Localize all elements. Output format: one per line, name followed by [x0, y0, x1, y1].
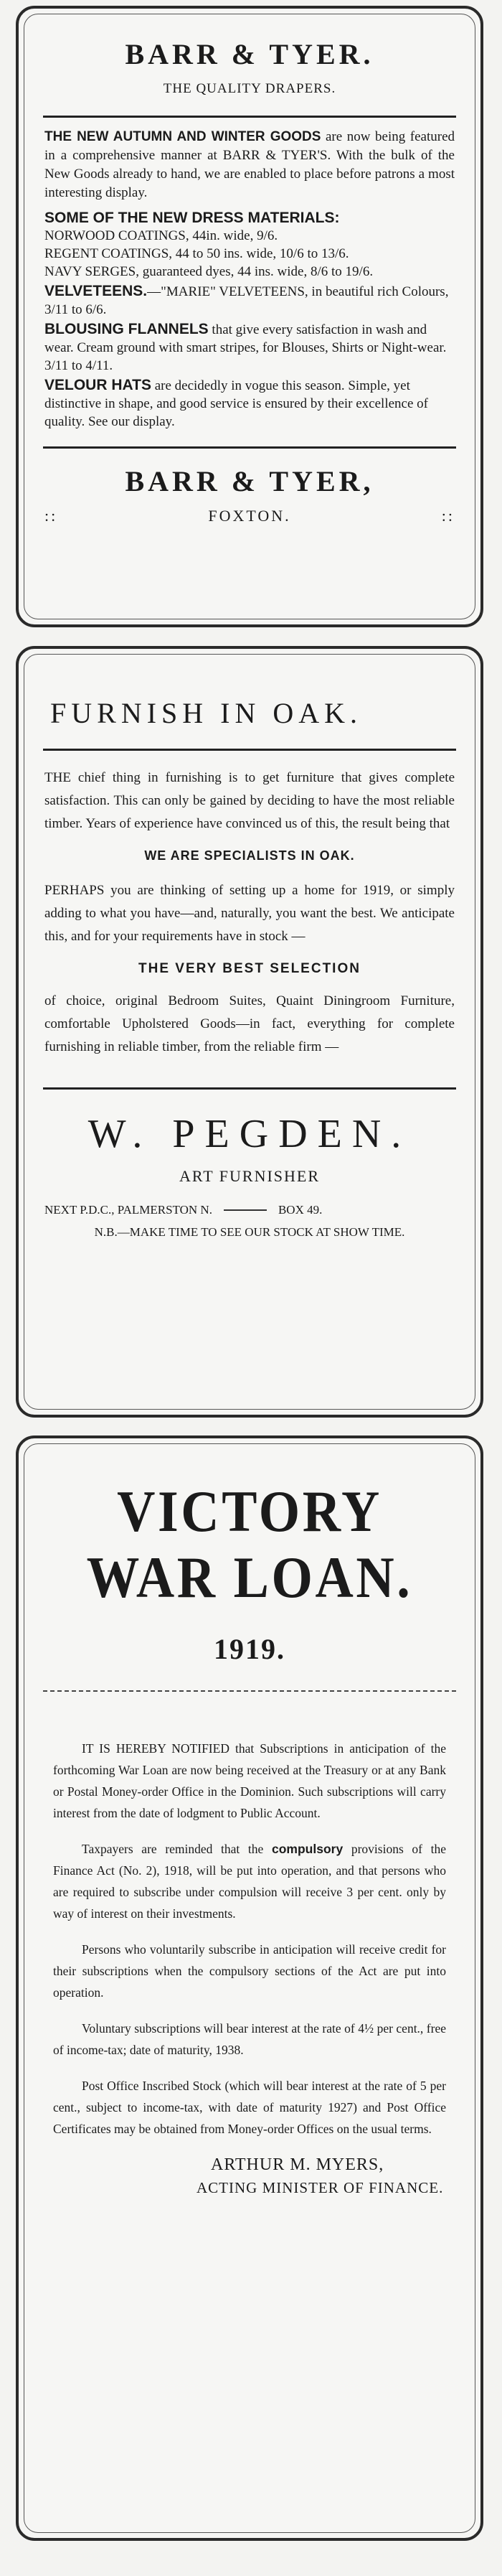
barr-tagline: THE QUALITY DRAPERS. [163, 81, 336, 96]
list-item: NAVY SERGES, guaranteed dyes, 44 ins. wide, 8/6 to 19/6. [44, 264, 374, 279]
barr-tyer-advert [16, 6, 483, 627]
list-item: NORWOOD COATINGS, 44in. wide, 9/6. [44, 228, 278, 243]
loan-para-4: Voluntary subscriptions will bear interest at the rate of 4½ per cent., free of income-tax; date of maturity, 1938. [53, 2021, 446, 2057]
pegden-para-2: PERHAPS you are thinking of setting up a home for 1919, or simply adding to what you have—and, naturally, you want the best. We anticipate this, and for your requirements have in stock — [44, 883, 455, 944]
pegden-note: N.B.—MAKE TIME TO SEE OUR STOCK AT SHOW TIME. [94, 1225, 405, 1239]
list-item: REGENT COATINGS, 44 to 50 ins. wide, 10/6 to 13/6. [44, 246, 349, 261]
loan-year: 1919. [214, 1633, 285, 1665]
pegden-para-1: THE chief thing in furnishing is to get furniture that gives complete satisfaction. This can only be gained by deciding to have the most reliable timber. Years of experience have convinced us of this, the result being that [44, 770, 455, 831]
pegden-address-row [44, 1203, 455, 1217]
pegden-best-selection: THE VERY BEST SELECTION [138, 961, 361, 976]
barr-brand: BARR & TYER. [125, 38, 374, 70]
pegden-box: BOX 49. [278, 1203, 323, 1217]
barr-velour: VELOUR HATS are decidedly in vogue this season. Simple, yet distinctive in shape, and good service is ensured by their excellence of quality. See our display. [44, 377, 428, 429]
loan-para-3: Persons who voluntarily subscribe in anticipation will receive credit for their subscriptions when the compulsory sections of the Act are put into operation. [53, 1942, 446, 2000]
war-loan-advert [16, 1435, 483, 2541]
barr-town: FOXTON. [208, 507, 291, 525]
pegden-specialists: WE ARE SPECIALISTS IN OAK. [144, 848, 355, 863]
loan-title-line-2: WAR LOAN. [86, 1545, 413, 1610]
pegden-title: FURNISH IN OAK. [50, 697, 363, 729]
barr-headline: THE NEW AUTUMN AND WINTER GOODS [44, 129, 321, 144]
pegden-advert [16, 646, 483, 1418]
loan-signer: ARTHUR M. MYERS, [211, 2155, 384, 2174]
barr-intro: THE NEW AUTUMN AND WINTER GOODS are now being featured in a comprehensive manner at BARR & TYER'S. With the bulk of the New Goods already to hand, we are enabled to place before patrons a most interesting display. [44, 129, 455, 200]
pegden-name: W. PEGDEN. [87, 1112, 412, 1156]
loan-para-2: Taxpayers are reminded that the compulsory provisions of the Finance Act (No. 2), 1918, will be put into operation, and that persons who are required to subscribe under compulsion will receive 3 per cent. only by way of interest on their investments. [53, 1842, 447, 1921]
divider [43, 446, 456, 449]
barr-footer-brand: BARR & TYER, [125, 465, 374, 497]
barr-materials-list [44, 227, 455, 281]
pegden-para-3: of choice, original Bedroom Suites, Quaint Diningroom Furniture, comfortable Upholstered Goods—in fact, everything for complete furnishing in reliable timber, from the reliable firm — [44, 993, 455, 1054]
ornament: :: [44, 507, 58, 525]
barr-footer-row [44, 507, 455, 525]
divider [224, 1209, 267, 1211]
pegden-address: NEXT P.D.C., PALMERSTON N. [44, 1203, 212, 1217]
barr-velveteens: VELVETEENS.—"MARIE" VELVETEENS, in beautiful rich Colours, 3/11 to 6/6. [44, 283, 449, 317]
barr-subhead: SOME OF THE NEW DRESS MATERIALS: [44, 210, 340, 226]
loan-signer-title: ACTING MINISTER OF FINANCE. [196, 2179, 444, 2196]
loan-para-5: Post Office Inscribed Stock (which will bear interest at the rate of 5 per cent., subject to income-tax, with date of maturity 1927) and Post Office Certificates may be obtained from Money-order Offices on the usual terms. [53, 2079, 446, 2136]
loan-para-1: IT IS HEREBY NOTIFIED that Subscriptions in anticipation of the forthcoming War Loan are now being received at the Treasury or at any Bank or Postal Money-order Office in the Dominion. Such subscriptions will carry interest from the date of lodgment to Public Account. [53, 1741, 446, 1820]
loan-title-line-1: VICTORY [117, 1479, 382, 1544]
pegden-role: ART FURNISHER [179, 1167, 321, 1185]
barr-blousing: BLOUSING FLANNELS that give every satisfaction in wash and wear. Cream ground with smart stripes, for Blouses, Shirts or Night-wear. 3/11 to 4/11. [44, 321, 447, 373]
ornament: :: [441, 507, 455, 525]
